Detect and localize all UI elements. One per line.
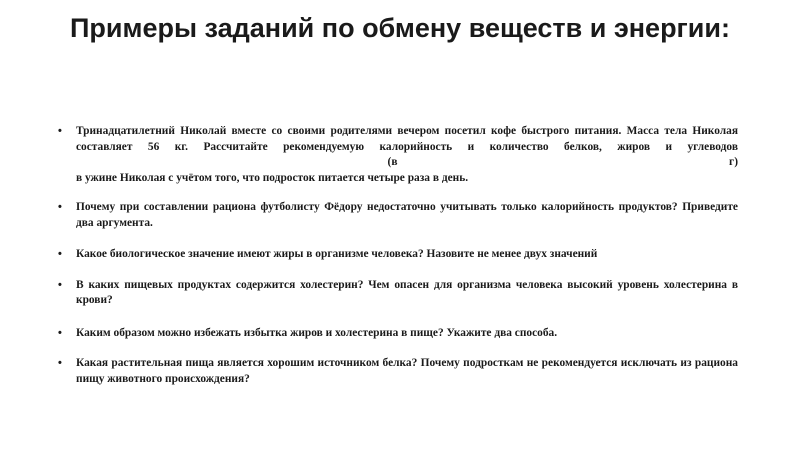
- bullet-icon: •: [58, 248, 62, 260]
- task-item-5: [58, 326, 738, 342]
- bullet-icon: •: [58, 357, 62, 369]
- bullet-icon: •: [58, 278, 62, 291]
- bullet-icon: •: [58, 326, 62, 339]
- task-item-6: [58, 356, 738, 387]
- task-1-text: Тринадцатилетний Николай вместе со своими родителями вечером посетил кофе быстрого питания. Масса тела Николая составляет 56 кг. Рассчитайте рекомендуемую калорийность и количество белков, жиров и углеводов: [76, 125, 738, 153]
- task-5-text: Каким образом можно избежать избытка жиров и холестерина в пище? Укажите два способа.: [76, 326, 558, 339]
- task-1-unit-open: (в: [387, 156, 398, 168]
- bullet-icon: •: [58, 201, 62, 213]
- task-6-text: Какая растительная пища является хорошим источником белка? Почему подросткам не рекомендуется исключать из рациона пищу животного происхождения?: [76, 357, 738, 385]
- task-2-text: Почему при составлении рациона футболисту Фёдору недостаточно учитывать только калорийность продуктов? Приведите два аргумента.: [76, 201, 738, 229]
- task-item-1: [58, 124, 738, 186]
- slide-title: Примеры заданий по обмену веществ и энергии:: [69, 13, 730, 43]
- task-item-3: [58, 247, 738, 263]
- task-1-text-end: в ужине Николая с учётом того, что подросток питается четыре раза в день.: [76, 171, 469, 184]
- task-3-text: Какое биологическое значение имеют жиры в организме человека? Назовите не менее двух значений: [76, 248, 598, 260]
- bullet-icon: •: [58, 125, 62, 137]
- task-1-units-line: [76, 155, 738, 171]
- task-item-2: [58, 200, 738, 231]
- task-1-unit-close: г): [729, 156, 738, 168]
- task-item-4: [58, 278, 738, 309]
- task-list: [58, 124, 738, 403]
- task-4-text: В каких пищевых продуктах содержится холестерин? Чем опасен для организма человека высокий уровень холестерина в крови?: [76, 278, 738, 306]
